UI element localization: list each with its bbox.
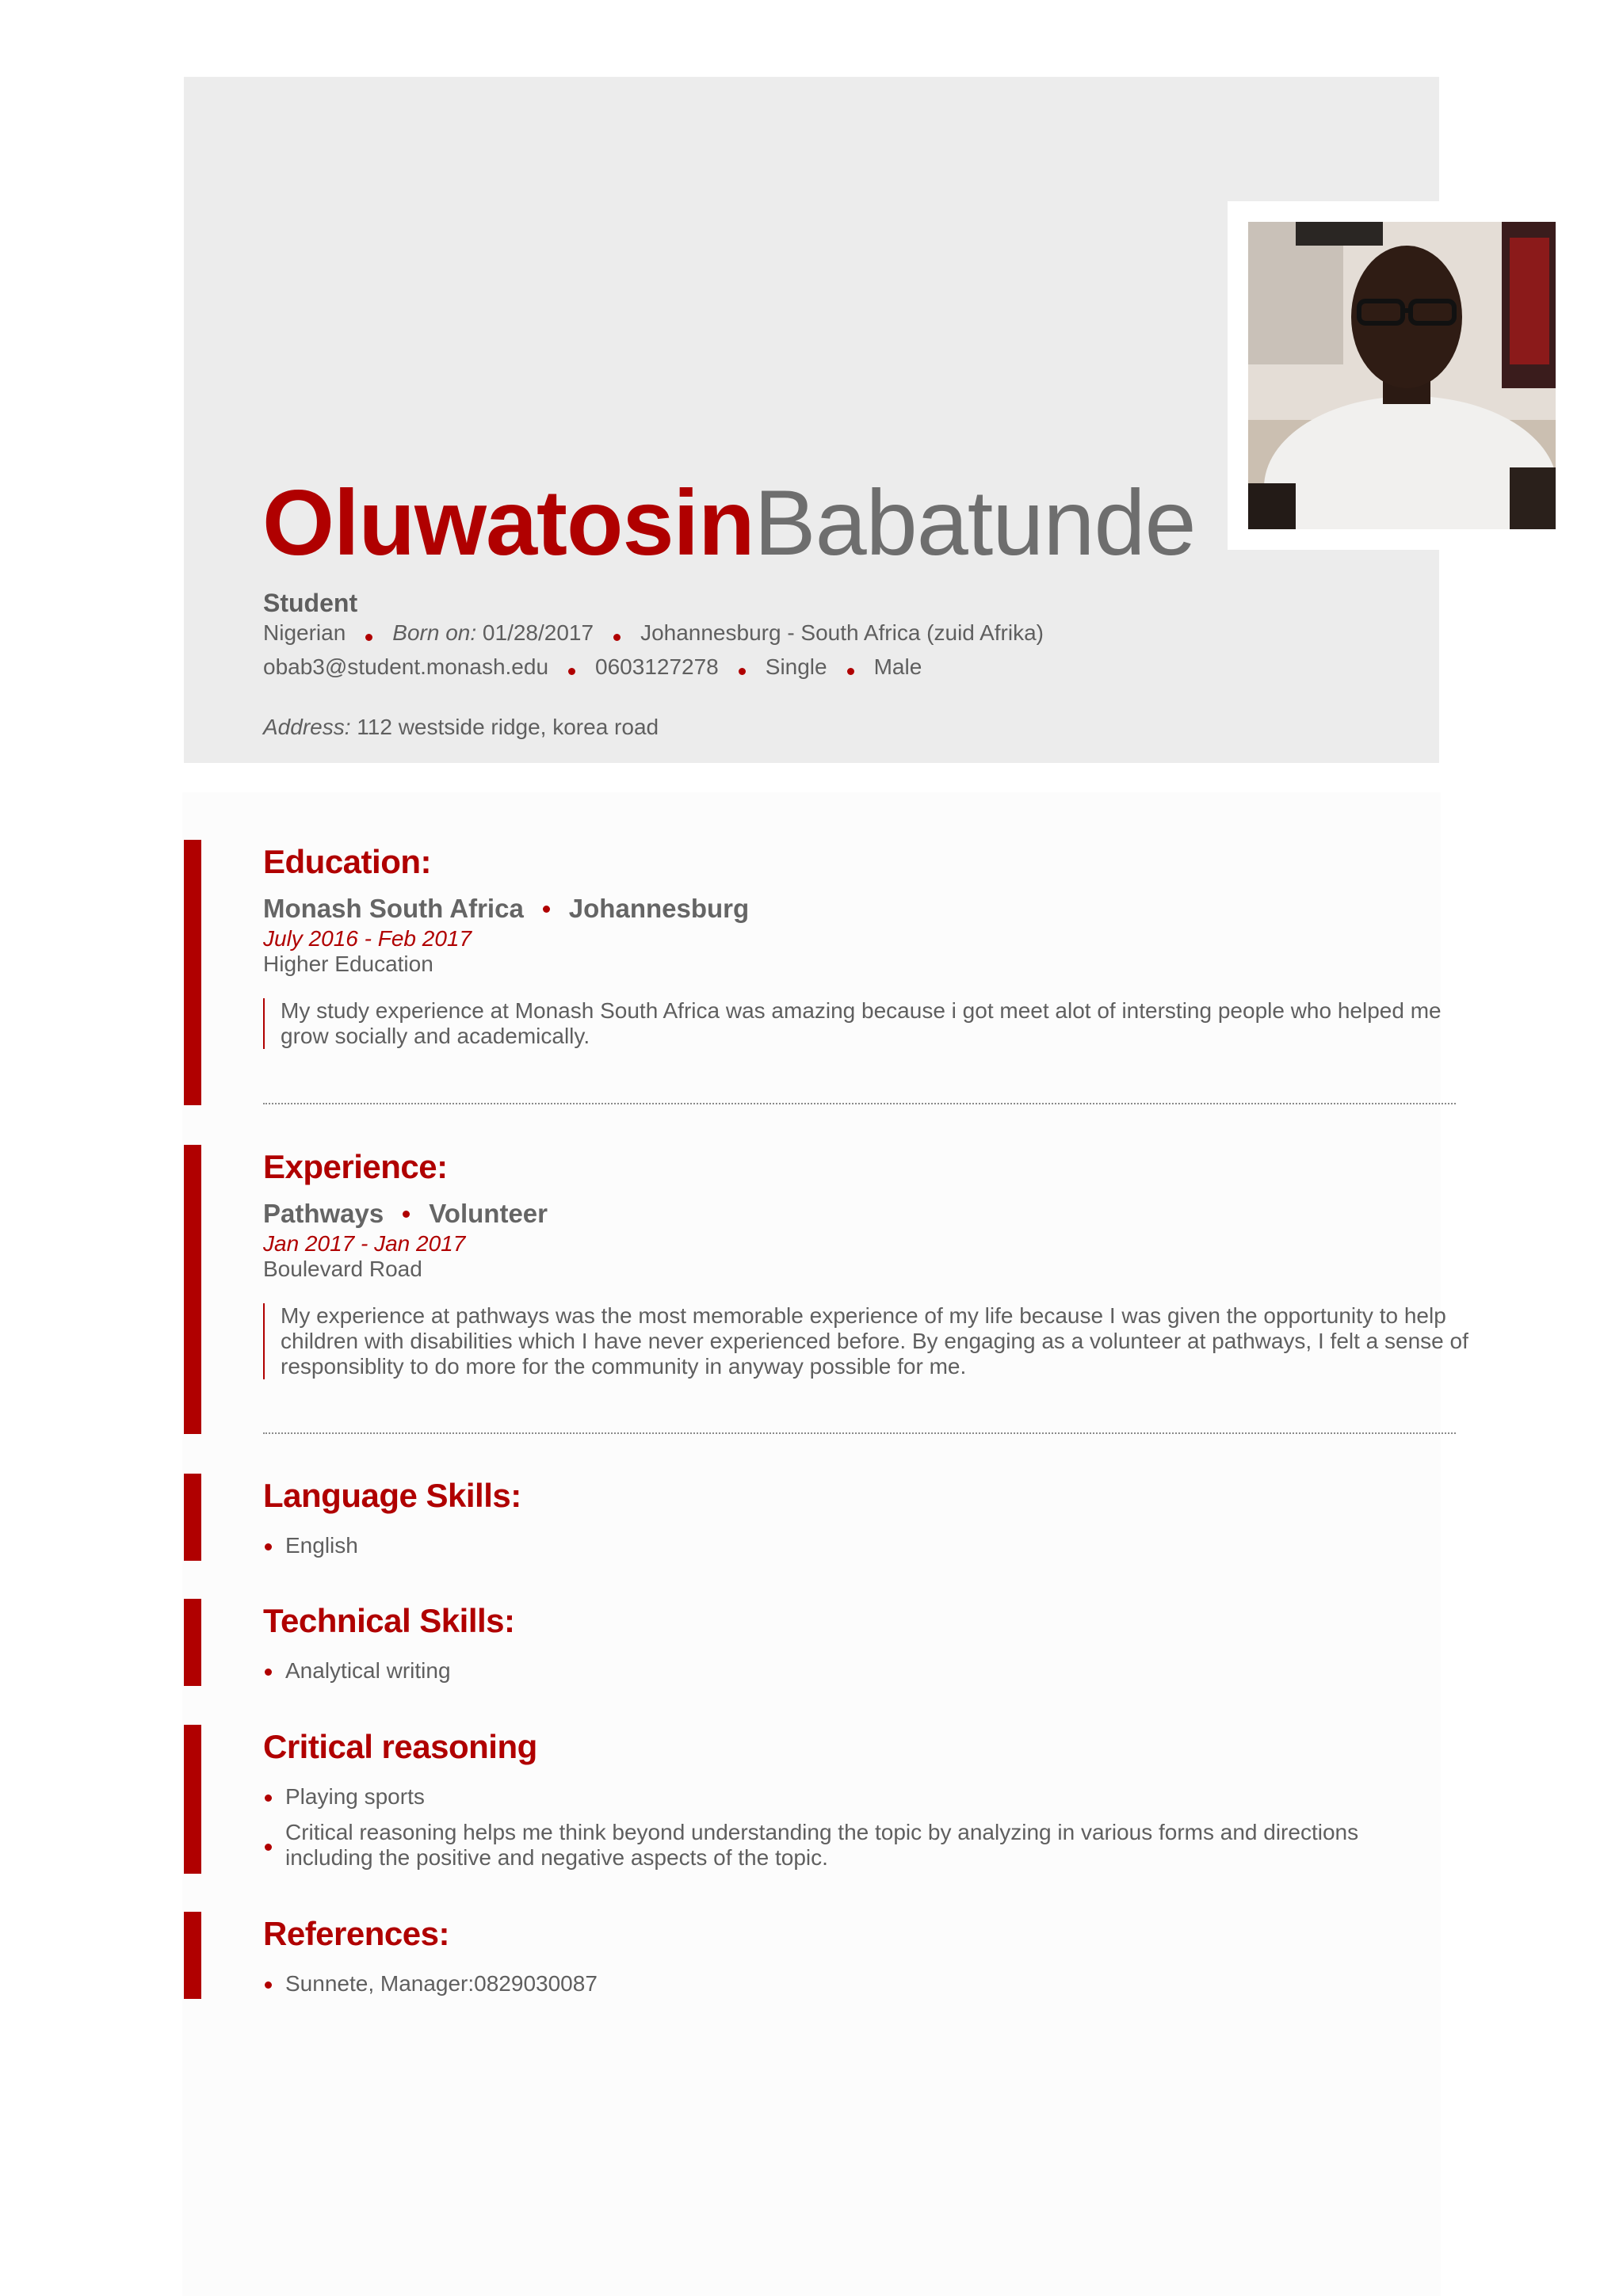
references-list <box>263 1971 1452 2007</box>
experience-entry-heading <box>263 1199 548 1229</box>
language-skills-section <box>184 1474 1461 1561</box>
email[interactable]: obab3@student.monash.edu <box>263 654 549 679</box>
list-item: Sunnete, Manager:0829030087 <box>263 1971 1452 1997</box>
education-section <box>184 840 1461 1105</box>
separator-dot <box>613 634 621 641</box>
institution-name: Monash South Africa <box>263 894 524 923</box>
company-name: Pathways <box>263 1199 384 1228</box>
marital-status: Single <box>765 654 827 679</box>
separator-dot <box>365 634 372 641</box>
critical-reasoning-heading: Critical reasoning <box>263 1728 537 1765</box>
section-divider <box>263 1103 1456 1104</box>
education-description: My study experience at Monash South Africa was amazing because i got meet alot of intersting people who helped me grow socially and academically. <box>263 998 1469 1049</box>
list-item: English <box>263 1533 1452 1558</box>
separator-dot <box>739 668 746 675</box>
job-title: Student <box>263 589 358 617</box>
profile-photo-frame <box>1228 201 1576 550</box>
section-accent-bar <box>184 1725 201 1874</box>
experience-section <box>184 1145 1468 1434</box>
role: Volunteer <box>429 1199 548 1228</box>
phone: 0603127278 <box>595 654 719 679</box>
section-accent-bar <box>184 1599 201 1686</box>
experience-location: Boulevard Road <box>263 1257 422 1281</box>
critical-reasoning-section <box>184 1725 1461 1874</box>
address-row <box>263 715 659 740</box>
experience-dates: Jan 2017 - Jan 2017 <box>263 1231 466 1256</box>
personal-info-row <box>263 620 1044 646</box>
list-item: Analytical writing <box>263 1658 1452 1684</box>
address-label: Address: <box>263 715 351 739</box>
section-accent-bar <box>184 840 201 1105</box>
section-accent-bar <box>184 1912 201 1999</box>
separator-dot <box>847 668 854 675</box>
profile-photo <box>1248 222 1556 529</box>
institution-city: Johannesburg <box>568 894 750 923</box>
list-item: Playing sports <box>263 1784 1452 1810</box>
experience-description: My experience at pathways was the most memorable experience of my life because I was given the opportunity to help children with disabilities which I have never experienced before. By engaging as a volunteer at pathways, I felt a sense of responsiblity to do more for the community in anyway possible for me. <box>263 1303 1469 1379</box>
separator-dot <box>543 906 550 913</box>
education-dates: July 2016 - Feb 2017 <box>263 926 472 951</box>
section-accent-bar <box>184 1474 201 1561</box>
nationality: Nigerian <box>263 620 346 645</box>
education-level: Higher Education <box>263 952 433 976</box>
last-name: Babatunde <box>754 471 1196 574</box>
technical-skills-heading: Technical Skills: <box>263 1602 515 1639</box>
address: 112 westside ridge, korea road <box>357 715 659 739</box>
section-divider <box>263 1432 1456 1434</box>
language-skills-heading: Language Skills: <box>263 1477 521 1514</box>
education-heading: Education: <box>263 843 431 880</box>
candidate-name <box>262 467 1196 578</box>
technical-skills-list <box>263 1658 1452 1694</box>
separator-dot <box>568 668 575 675</box>
technical-skills-section <box>184 1599 1461 1686</box>
separator-dot <box>403 1211 410 1218</box>
gender: Male <box>873 654 922 679</box>
first-name: Oluwatosin <box>262 471 754 574</box>
birth-date: 01/28/2017 <box>482 620 594 645</box>
contact-info-row <box>263 654 922 680</box>
critical-reasoning-list <box>263 1784 1452 1881</box>
references-heading: References: <box>263 1915 449 1952</box>
birth-date-label: Born on: <box>392 620 477 645</box>
language-skills-list <box>263 1533 1452 1569</box>
location: Johannesburg - South Africa (zuid Afrika) <box>640 620 1044 645</box>
experience-heading: Experience: <box>263 1148 448 1185</box>
section-accent-bar <box>184 1145 201 1434</box>
references-section <box>184 1912 1461 1999</box>
list-item: Critical reasoning helps me think beyond understanding the topic by analyzing in various forms and directions including the positive and negative aspects of the topic. <box>263 1820 1452 1871</box>
education-entry-heading <box>263 894 749 924</box>
